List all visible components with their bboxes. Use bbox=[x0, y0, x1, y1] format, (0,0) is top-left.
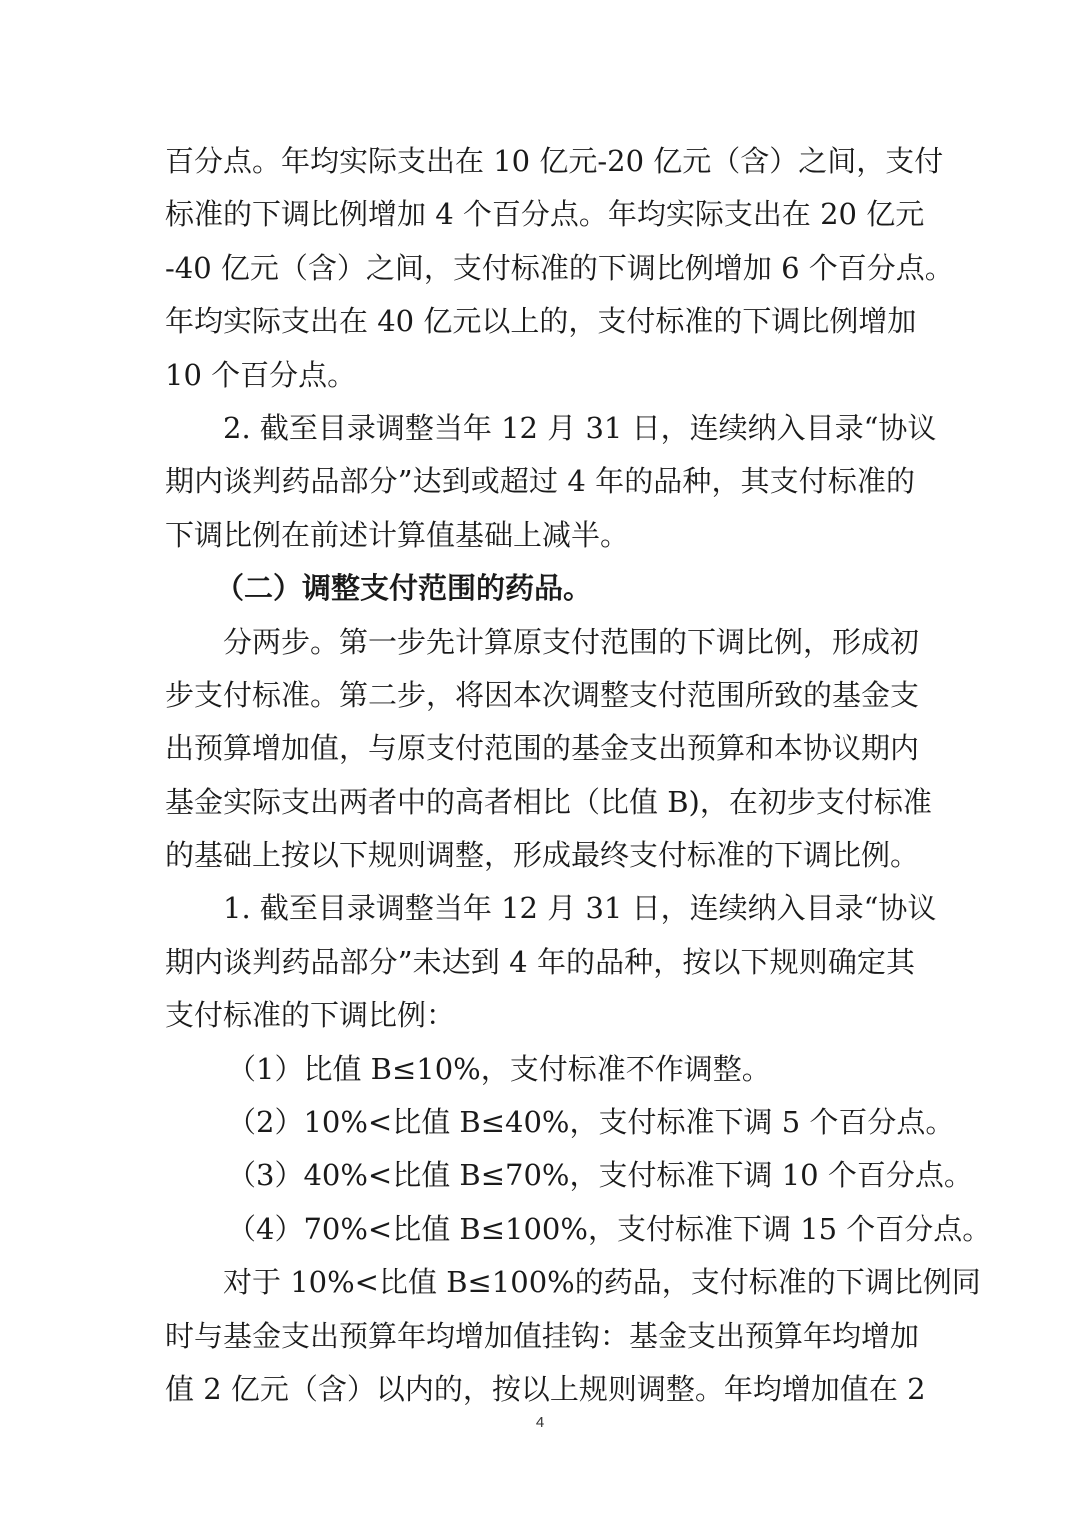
text-line: 出预算增加值，与原支付范围的基金支出预算和本协议期内 bbox=[165, 731, 920, 766]
text-line: -40 亿元（含）之间，支付标准的下调比例增加 6 个百分点。 bbox=[165, 250, 954, 285]
text-line: 步支付标准。第二步，将因本次调整支付范围所致的基金支 bbox=[165, 677, 920, 712]
list-item: （4）70%<比值 B≤100%，支付标准下调 15 个百分点。 bbox=[227, 1211, 992, 1246]
text-line: 1. 截至目录调整当年 12 月 31 日，连续纳入目录“协议 bbox=[223, 891, 937, 926]
text-line: 期内谈判药品部分”达到或超过 4 年的品种，其支付标准的 bbox=[165, 464, 915, 499]
text-line: 分两步。第一步先计算原支付范围的下调比例，形成初 bbox=[223, 624, 920, 659]
text-line: 下调比例在前述计算值基础上减半。 bbox=[165, 517, 630, 552]
text-line: 2. 截至目录调整当年 12 月 31 日，连续纳入目录“协议 bbox=[223, 410, 937, 445]
document-body bbox=[165, 135, 992, 1416]
text-line: 10 个百分点。 bbox=[165, 357, 357, 392]
page-number: 4 bbox=[535, 1414, 545, 1431]
text-line: 年均实际支出在 40 亿元以上的，支付标准的下调比例增加 bbox=[165, 304, 917, 339]
text-line: 支付标准的下调比例： bbox=[165, 998, 456, 1033]
text-line: 标准的下调比例增加 4 个百分点。年均实际支出在 20 亿元 bbox=[165, 197, 925, 232]
text-line: 基金实际支出两者中的高者相比（比值 B)，在初步支付标准 bbox=[165, 784, 932, 819]
text-line: 期内谈判药品部分”未达到 4 年的品种，按以下规则确定其 bbox=[165, 944, 915, 979]
text-line: 百分点。年均实际支出在 10 亿元-20 亿元（含）之间，支付 bbox=[165, 144, 944, 178]
text-line: 的基础上按以下规则调整，形成最终支付标准的下调比例。 bbox=[165, 838, 920, 873]
list-item: （1）比值 B≤10%，支付标准不作调整。 bbox=[227, 1051, 771, 1086]
list-item: （3）40%<比值 B≤70%，支付标准下调 10 个百分点。 bbox=[227, 1158, 973, 1193]
text-line: 对于 10%<比值 B≤100%的药品，支付标准的下调比例同 bbox=[223, 1265, 981, 1300]
text-line: 值 2 亿元（含）以内的，按以上规则调整。年均增加值在 2 bbox=[165, 1371, 926, 1406]
list-item: （2）10%<比值 B≤40%，支付标准下调 5 个百分点。 bbox=[227, 1105, 955, 1140]
text-line: 时与基金支出预算年均增加值挂钩：基金支出预算年均增加 bbox=[165, 1318, 920, 1353]
section-heading: （二）调整支付范围的药品。 bbox=[215, 571, 593, 606]
